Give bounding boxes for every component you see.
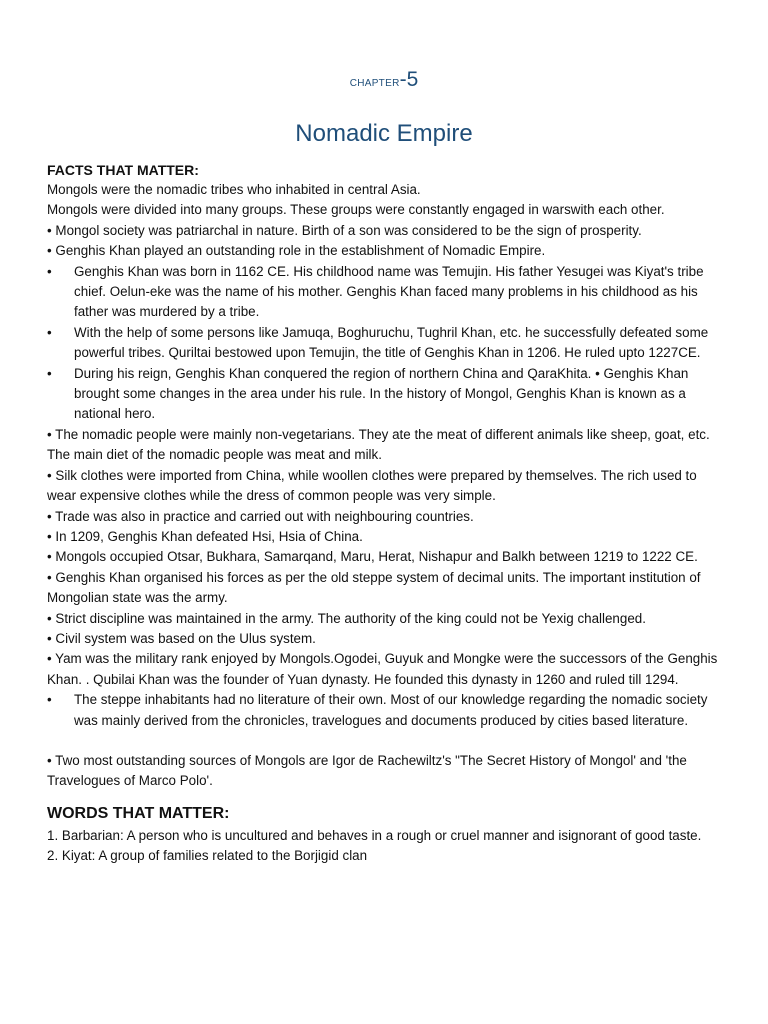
page-title: Nomadic Empire (295, 120, 473, 147)
glossary-item: 2. Kiyat: A group of families related to the Borjigid clan (47, 848, 368, 864)
paragraph: • Strict discipline was maintained in the army. The authority of the king could not be Yexig challenged. (47, 610, 646, 626)
bullet-dot: • (47, 692, 52, 708)
bullet-item (47, 364, 727, 425)
paragraph: • Yam was the military rank enjoyed by Mongols.Ogodei, Guyuk and Mongke were the successors of the Genghis Khan. . Qubilai Khan was the founder of Yuan dynasty. He founded this dynasty in 1260 and ruled till 1294. (47, 651, 718, 687)
bullet-dot: • (47, 365, 52, 381)
bullet-dot: • (47, 324, 52, 340)
spacer (47, 731, 727, 751)
paragraph: • In 1209, Genghis Khan defeated Hsi, Hsia of China. (47, 528, 363, 544)
bullet-dot: • (47, 263, 52, 279)
bullet-text: With the help of some persons like Jamuqa, Boghuruchu, Tughril Khan, etc. he successfully defeated some powerful tribes. Quriltai bestowed upon Temujin, the title of Genghis Khan in 1206. He ruled upto 1227CE. (74, 324, 709, 361)
paragraph: • Mongols occupied Otsar, Bukhara, Samarqand, Maru, Herat, Nishapur and Balkh between 1219 to 1222 CE. (47, 549, 698, 565)
bullet-item (47, 323, 727, 364)
glossary-item: 1. Barbarian: A person who is uncultured and behaves in a rough or cruel manner and isignorant of good taste. (47, 827, 702, 843)
paragraph: • The nomadic people were mainly non-vegetarians. They ate the meat of different animals like sheep, goat, etc. The main diet of the nomadic people was meat and milk. (47, 426, 710, 463)
paragraph: • Civil system was based on the Ulus system. (47, 630, 316, 646)
paragraph: • Trade was also in practice and carried out with neighbouring countries. (47, 508, 474, 524)
paragraph: • Silk clothes were imported from China, while woollen clothes were prepared by themselves. The rich used to wear expensive clothes while the dress of common people was very simple. (47, 467, 697, 504)
paragraph: Mongols were divided into many groups. These groups were constantly engaged in warswith each other. (47, 202, 665, 218)
paragraph: • Mongol society was patriarchal in nature. Birth of a son was considered to be the sign of prosperity. (47, 222, 642, 238)
bullet-text: Genghis Khan was born in 1162 CE. His childhood name was Temujin. His father Yesugei was Kiyat's tribe chief. Oelun-eke was the name of his mother. Genghis Khan faced many problems in his childhood as his father was murdered by a tribe. (74, 263, 704, 320)
chapter-number: -5 (399, 68, 419, 91)
words-heading: WORDS THAT MATTER: (47, 804, 230, 822)
chapter-heading (0, 68, 768, 92)
paragraph: • Genghis Khan organised his forces as per the old steppe system of decimal units. The important institution of Mongolian state was the army. (47, 569, 701, 606)
facts-heading: FACTS THAT MATTER: (47, 162, 199, 178)
paragraph: • Genghis Khan played an outstanding role in the establishment of Nomadic Empire. (47, 243, 546, 259)
bullet-item (47, 262, 727, 323)
chapter-label: CHAPTER (349, 78, 400, 89)
bullet-text: The steppe inhabitants had no literature of their own. Most of our knowledge regarding the nomadic society was mainly derived from the chronicles, travelogues and documents produced by cities based literature. (74, 692, 708, 728)
bullet-item (47, 690, 727, 731)
paragraph: • Two most outstanding sources of Mongols are Igor de Rachewiltz's "The Secret History of Mongol' and 'the Travelogues of Marco Polo'. (47, 752, 687, 789)
bullet-text: During his reign, Genghis Khan conquered the region of northern China and QaraKhita. • Genghis Khan brought some changes in the area under his rule. In the history of Mongol, Genghis Khan is known as a national hero. (74, 365, 689, 422)
paragraph: Mongols were the nomadic tribes who inhabited in central Asia. (47, 182, 421, 197)
document-body (47, 160, 727, 867)
